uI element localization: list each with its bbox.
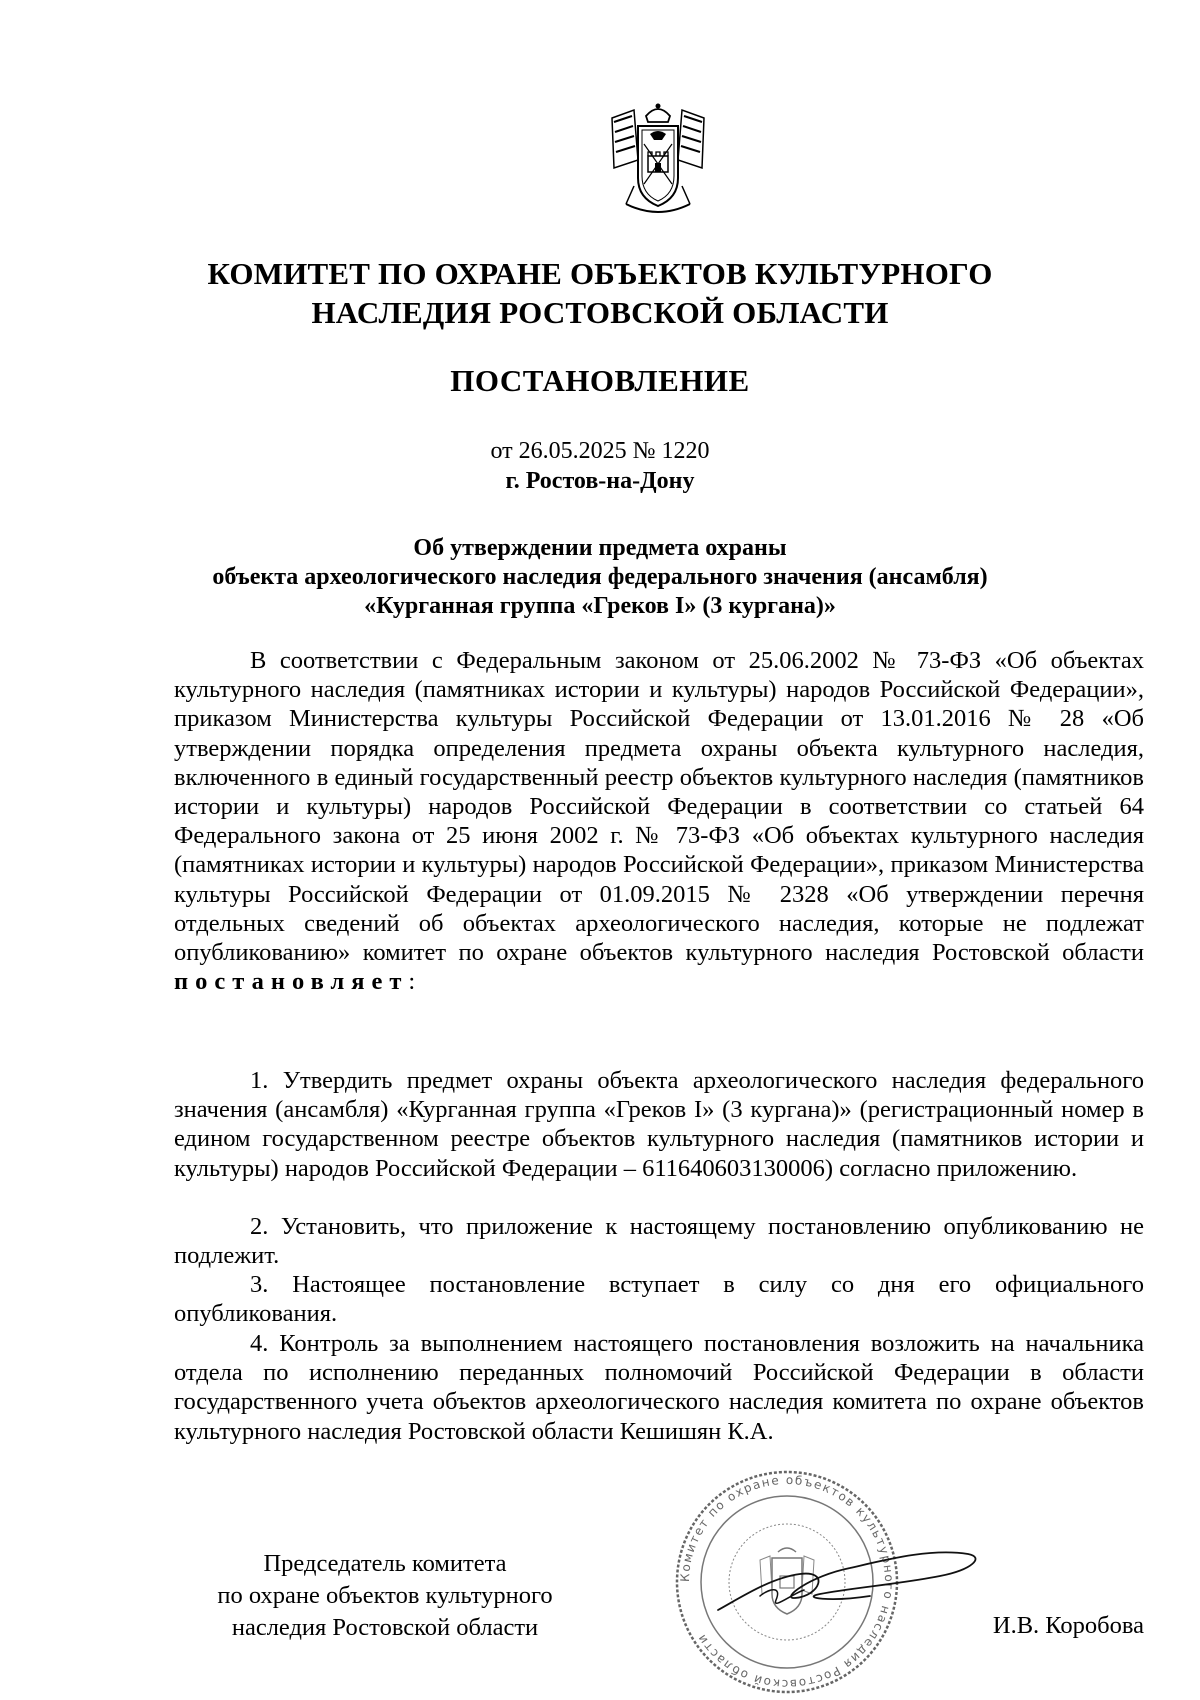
coat-of-arms-icon [604, 100, 712, 218]
organization-name-line1: КОМИТЕТ ПО ОХРАНЕ ОБЪЕКТОВ КУЛЬТУРНОГО [207, 256, 993, 291]
signer-position-line3: наследия Ростовской области [231, 1614, 539, 1641]
decree-colon: : [408, 968, 416, 996]
document-title-line1: Об утверждении предмета охраны [413, 535, 787, 561]
document-city: г. Ростов-на-Дону [505, 468, 695, 494]
seal-outer-text: Комитет по охране объектов культурного наследия Ростовской области [677, 1472, 897, 1692]
decree-item-4: 4. Контроль за выполнением настоящего постановления возложить на начальника отдела по исполнению переданных полномочий Российской Федерации в области государственного учета объектов археологического наследия комитета по охране объектов культурного наследия Ростовской области Кешишян К.А. [174, 1330, 1144, 1445]
handwritten-signature-icon [700, 1538, 1000, 1628]
decree-item-3: 3. Настоящее постановление вступает в силу со дня его официального опубликования. [174, 1271, 1144, 1328]
decree-item-1: 1. Утвердить предмет охраны объекта археологического наследия федерального значения (ансамбля) «Курганная группа «Греков I» (3 кургана)» (регистрационный номер в едином государственном реестре объектов культурного наследия (памятников истории и культуры) народов Российской Федерации – 611640603130006) согласно приложению. [174, 1067, 1144, 1182]
signer-position-line1: Председатель комитета [263, 1550, 507, 1577]
signer-position-line2: по охране объектов культурного [217, 1582, 553, 1609]
decree-word: постановляет [174, 968, 409, 996]
document-title-line2: объекта археологического наследия федерального значения (ансамбля) [212, 564, 988, 590]
signer-name: И.В. Коробова [992, 1612, 1144, 1639]
signer-position [150, 1548, 620, 1644]
preamble-paragraph [174, 646, 1144, 996]
document-date-number: от 26.05.2025 № 1220 [490, 438, 710, 464]
document-type: ПОСТАНОВЛЕНИЕ [450, 363, 750, 398]
organization-name-line2: НАСЛЕДИЯ РОСТОВСКОЙ ОБЛАСТИ [311, 295, 889, 330]
decree-item-2: 2. Установить, что приложение к настоящему постановлению опубликованию не подлежит. [174, 1213, 1144, 1270]
document-title-line3: «Курганная группа «Греков I» (3 кургана)» [364, 593, 836, 619]
preamble-text: В соответствии с Федеральным законом от 25.06.2002 № 73-ФЗ «Об объектах культурного наследия (памятниках истории и культуры) народов Российской Федерации», приказом Министерства культуры Российской Федерации от 13.01.2016 № 28 «Об утверждении порядка определения предмета охраны объекта культурного наследия, включенного в единый государственный реестр объектов культурного наследия (памятников истории и культуры) народов Российской Федерации в соответствии со статьей 64 Федерального закона от 25 июня 2002 г. № 73-ФЗ «Об объектах культурного наследия (памятниках истории и культуры) народов Российской Федерации», приказом Министерства культуры Российской Федерации от 01.09.2015 № 2328 «Об утверждении перечня отдельных сведений об объектах археологического наследия, которые не подлежат опубликованию» комитет по охране объектов культурного наследия Ростовской области [174, 647, 1144, 967]
